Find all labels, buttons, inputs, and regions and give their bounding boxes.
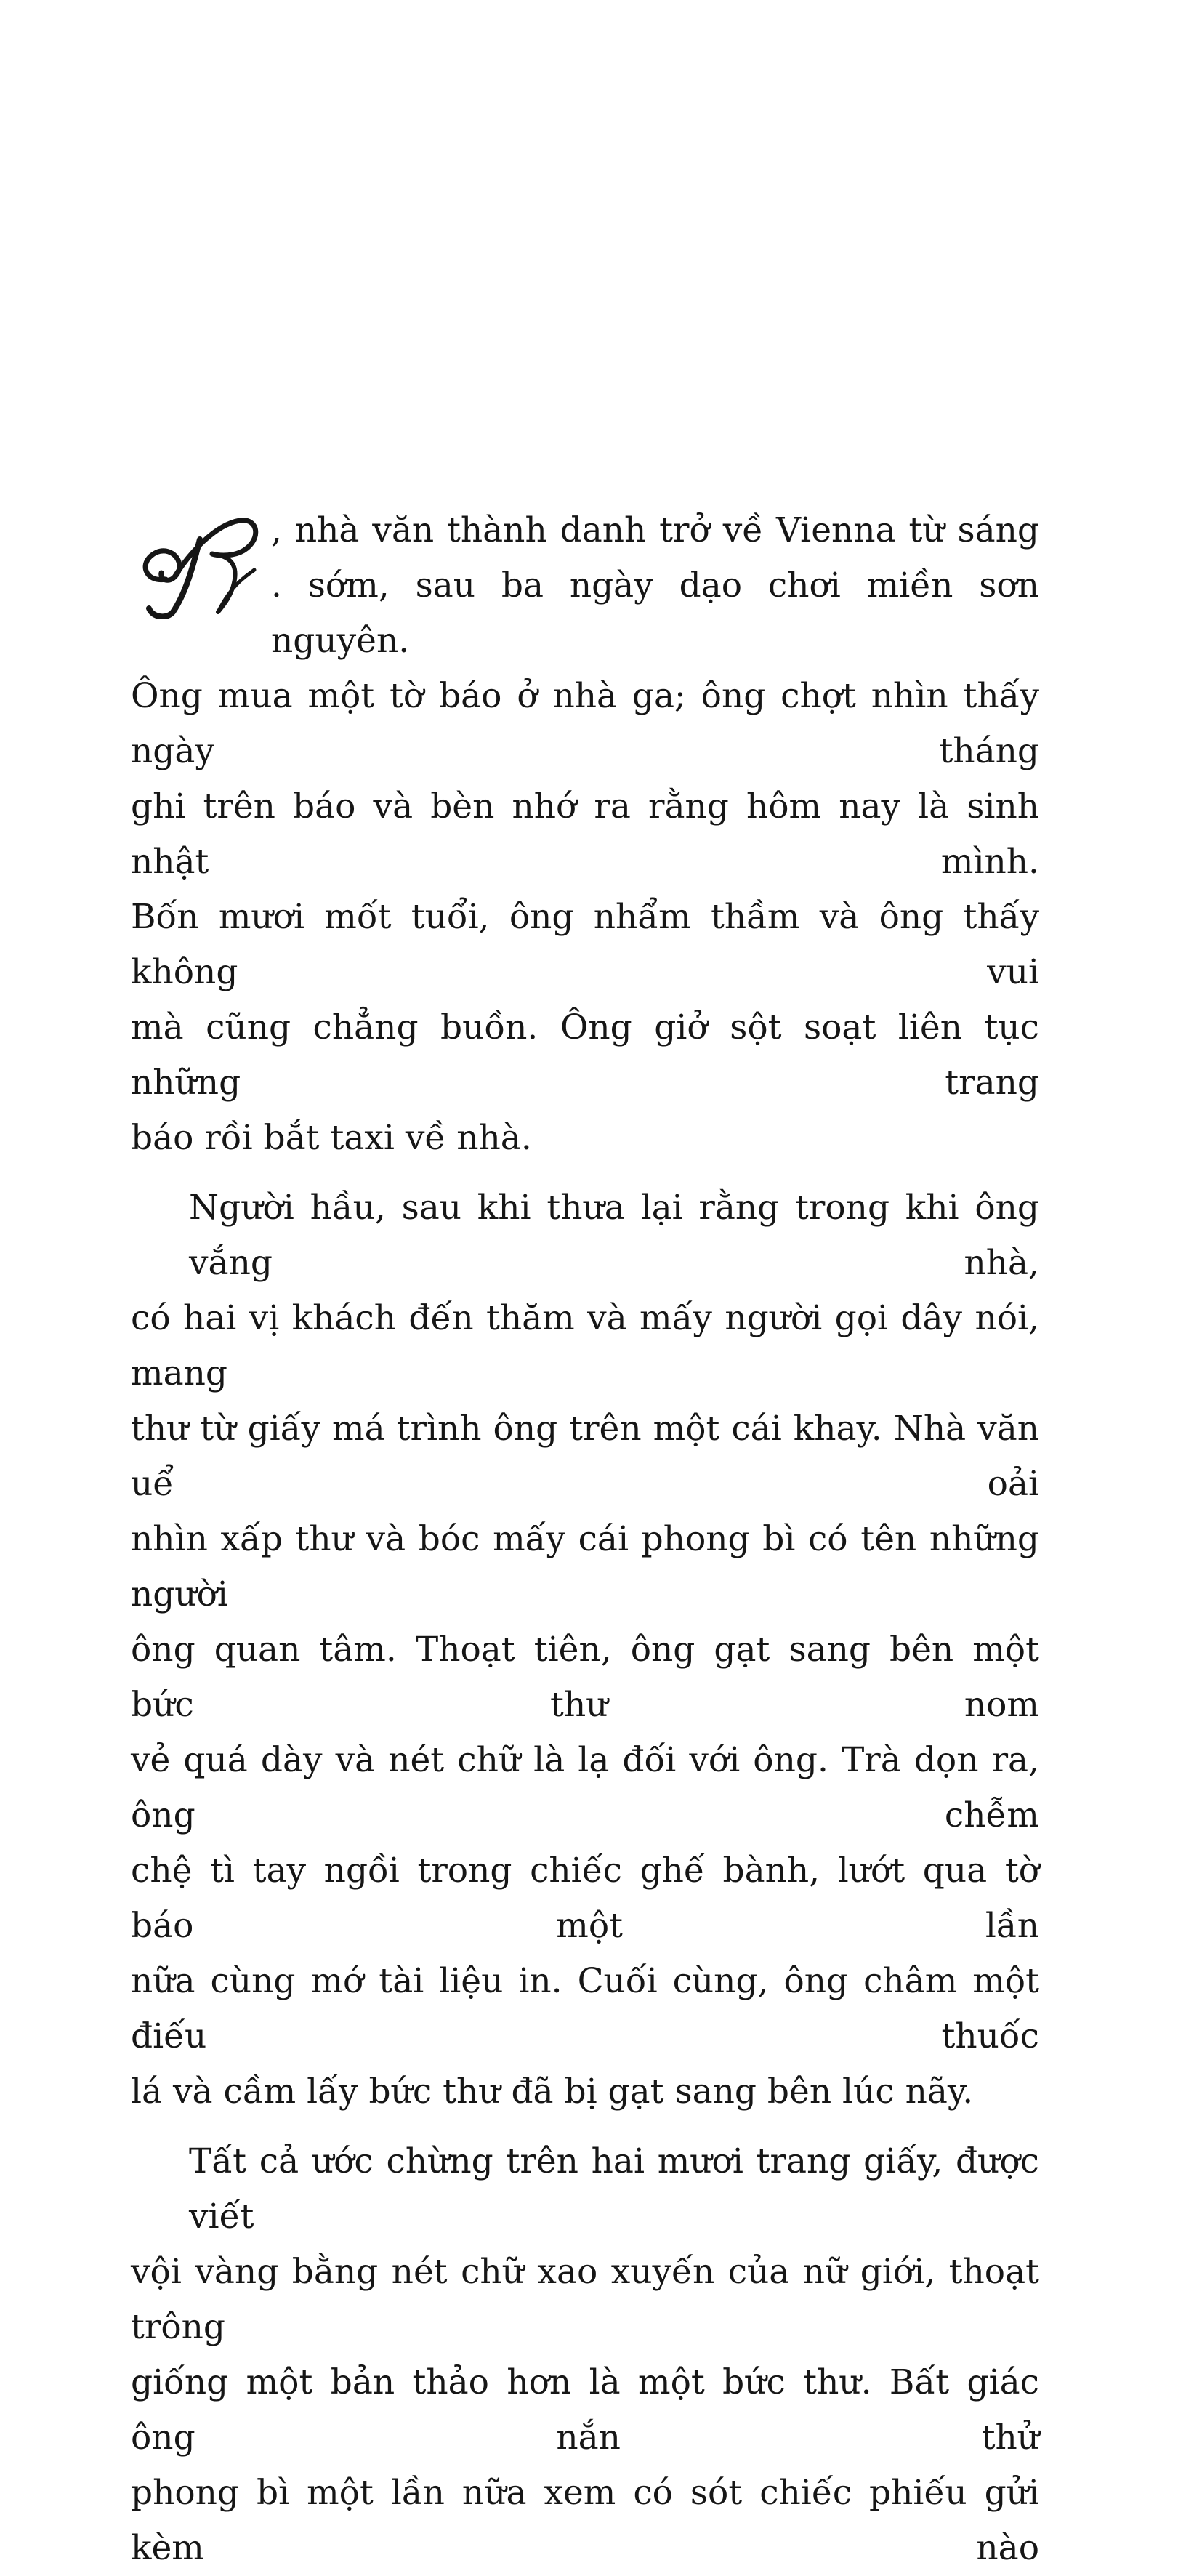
text-line: Bốn mươi mốt tuổi, ông nhẩm thầm và ông thấy không vui: [131, 897, 1039, 992]
text-line: thư từ giấy má trình ông trên một cái khay. Nhà văn uể oải: [131, 1409, 1039, 1504]
text-line: phong bì một lần nữa xem có sót chiếc phiếu gửi kèm nào: [131, 2473, 1039, 2568]
text-line: mà cũng chẳng buồn. Ông giở sột soạt liên tục những trang: [131, 1007, 1039, 1103]
text-line: Tất cả ước chừng trên hai mươi trang giấy, được viết: [189, 2141, 1039, 2237]
dropcap-R-glyph: [131, 510, 265, 619]
text-line: . sớm, sau ba ngày dạo chơi miền sơn nguyên.: [271, 565, 1039, 661]
text-line: lá và cầm lấy bức thư đã bị gạt sang bên lúc nãy.: [131, 2072, 974, 2112]
paragraph-1: [131, 503, 1039, 1166]
text-line: giống một bản thảo hơn là một bức thư. Bất giác ông nắn thử: [131, 2362, 1039, 2458]
svg-text:R: R: [131, 510, 132, 511]
dropcap-R: [131, 510, 265, 619]
text-line: Ông mua một tờ báo ở nhà ga; ông chợt nhìn thấy ngày tháng: [131, 676, 1039, 771]
text-line: , nhà văn thành danh trở về Vienna từ sáng: [271, 510, 1039, 550]
text-line: vẻ quá dày và nét chữ là lạ đối với ông. Trà dọn ra, ông chễm: [131, 1740, 1039, 1835]
text-line: có hai vị khách đến thăm và mấy người gọi dây nói, mang: [131, 1298, 1039, 1393]
paragraph-2: [131, 1180, 1039, 2120]
text-line: nữa cùng mớ tài liệu in. Cuối cùng, ông châm một điếu thuốc: [131, 1961, 1039, 2056]
text-line: báo rồi bắt taxi về nhà.: [131, 1118, 532, 1158]
text-line: vội vàng bằng nét chữ xao xuyến của nữ giới, thoạt trông: [131, 2252, 1039, 2347]
text-line: nhìn xấp thư và bóc mấy cái phong bì có tên những người: [131, 1519, 1039, 1614]
text-line: Người hầu, sau khi thưa lại rằng trong khi ông vắng nhà,: [189, 1188, 1039, 1283]
paragraph-3: [131, 2134, 1039, 2576]
text-line: chệ tì tay ngồi trong chiếc ghế bành, lướt qua tờ báo một lần: [131, 1851, 1039, 1946]
text-line: ông quan tâm. Thoạt tiên, ông gạt sang bên một bức thư nom: [131, 1630, 1039, 1725]
body-text: [131, 503, 1039, 2576]
text-line: ghi trên báo và bèn nhớ ra rằng hôm nay là sinh nhật mình.: [131, 786, 1039, 882]
